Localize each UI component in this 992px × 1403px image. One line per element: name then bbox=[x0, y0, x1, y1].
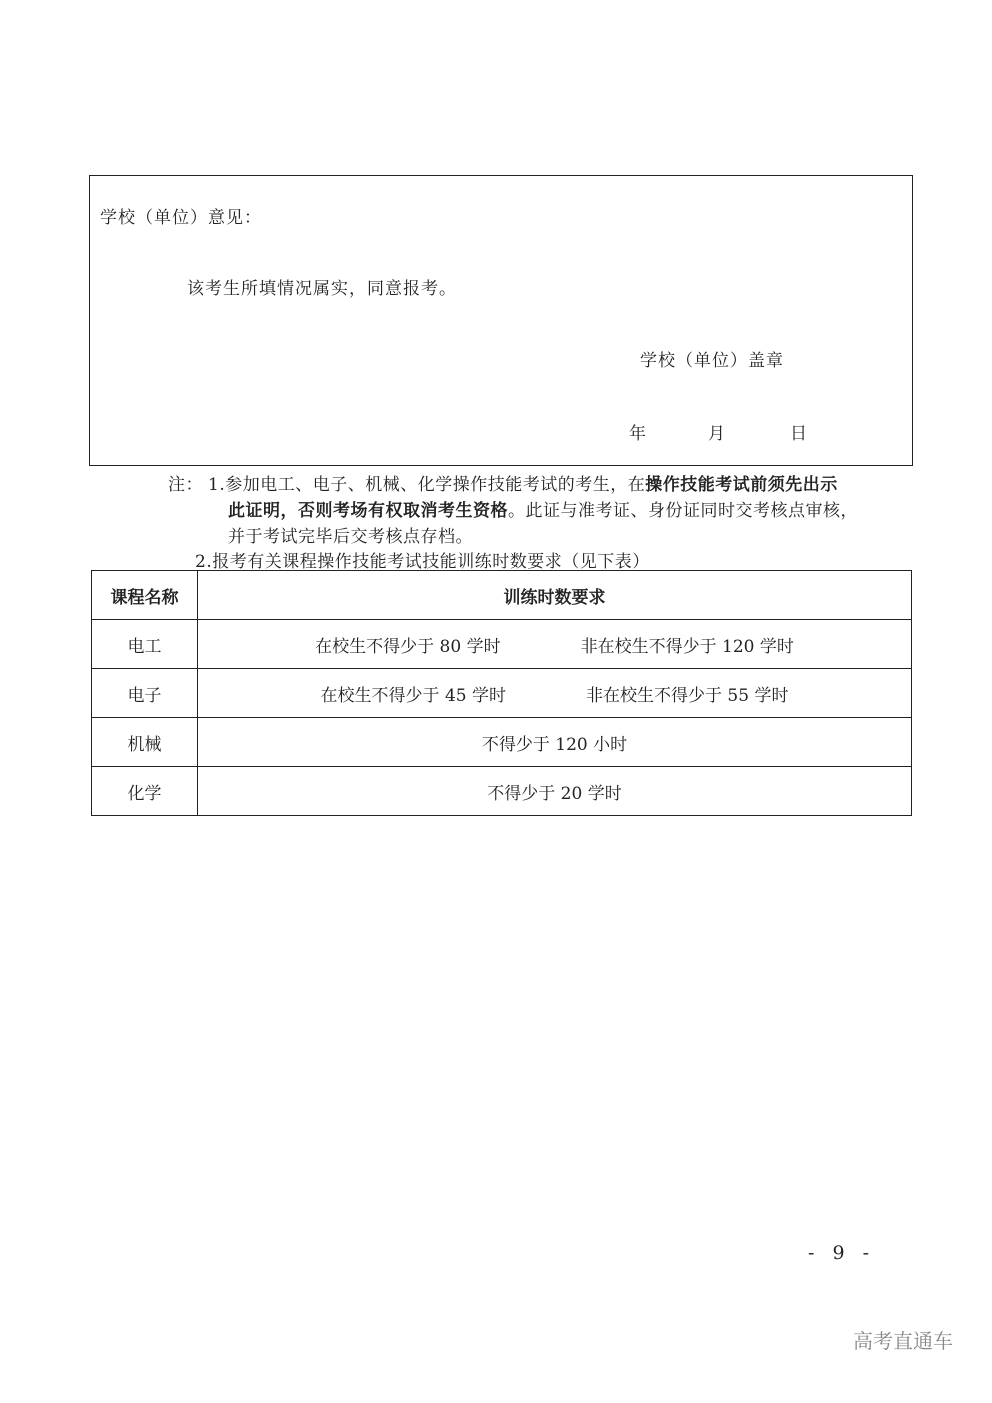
stamp-label: 学校（单位）盖章 bbox=[640, 351, 784, 371]
header-course-name: 课程名称 bbox=[92, 571, 198, 620]
training-hours-table bbox=[91, 570, 912, 816]
school-opinion-box bbox=[89, 175, 913, 466]
requirement-cell: 不得少于 20 学时 bbox=[198, 767, 912, 816]
table-row bbox=[92, 718, 912, 767]
date-day-label: 日 bbox=[790, 424, 807, 444]
notes-prefix: 注： bbox=[168, 475, 203, 495]
watermark: 高考直通车 bbox=[853, 1329, 953, 1353]
course-cell: 机械 bbox=[92, 718, 198, 767]
note-1-emphasis-1: 操作技能考试前须先出示 bbox=[645, 475, 838, 495]
table-header-row bbox=[92, 571, 912, 620]
opinion-body: 该考生所填情况属实，同意报考。 bbox=[187, 279, 457, 299]
note-1-line-2 bbox=[228, 496, 858, 521]
course-cell: 电工 bbox=[92, 620, 198, 669]
date-month-label: 月 bbox=[708, 424, 725, 444]
course-cell: 电子 bbox=[92, 669, 198, 718]
note-1-text-2: 。此证与准考证、身份证同时交考核点审核， bbox=[508, 501, 858, 521]
note-1-emphasis-2: 此证明，否则考场有权取消考生资格 bbox=[228, 501, 508, 521]
header-training-hours: 训练时数要求 bbox=[198, 571, 912, 620]
requirement-in-school: 在校生不得少于 45 学时 bbox=[320, 685, 506, 706]
requirement-cell: 不得少于 120 小时 bbox=[198, 718, 912, 767]
requirement-not-in-school: 非在校生不得少于 55 学时 bbox=[586, 685, 789, 706]
note-1-text: 1.参加电工、电子、机械、化学操作技能考试的考生，在 bbox=[208, 475, 646, 495]
requirement-in-school: 在校生不得少于 80 学时 bbox=[315, 636, 501, 657]
table-row bbox=[92, 620, 912, 669]
note-1-line-3: 并于考试完毕后交考核点存档。 bbox=[228, 527, 473, 547]
course-cell: 化学 bbox=[92, 767, 198, 816]
requirement-cell bbox=[198, 669, 912, 718]
table-row bbox=[92, 669, 912, 718]
date-year-label: 年 bbox=[629, 424, 646, 444]
note-2: 2.报考有关课程操作技能考试技能训练时数要求（见下表） bbox=[195, 552, 650, 572]
opinion-heading: 学校（单位）意见： bbox=[100, 208, 262, 228]
page-number: - 9 - bbox=[808, 1242, 876, 1264]
note-1-line-1 bbox=[208, 470, 838, 495]
requirement-cell bbox=[198, 620, 912, 669]
requirement-not-in-school: 非在校生不得少于 120 学时 bbox=[580, 636, 794, 657]
table-row bbox=[92, 767, 912, 816]
